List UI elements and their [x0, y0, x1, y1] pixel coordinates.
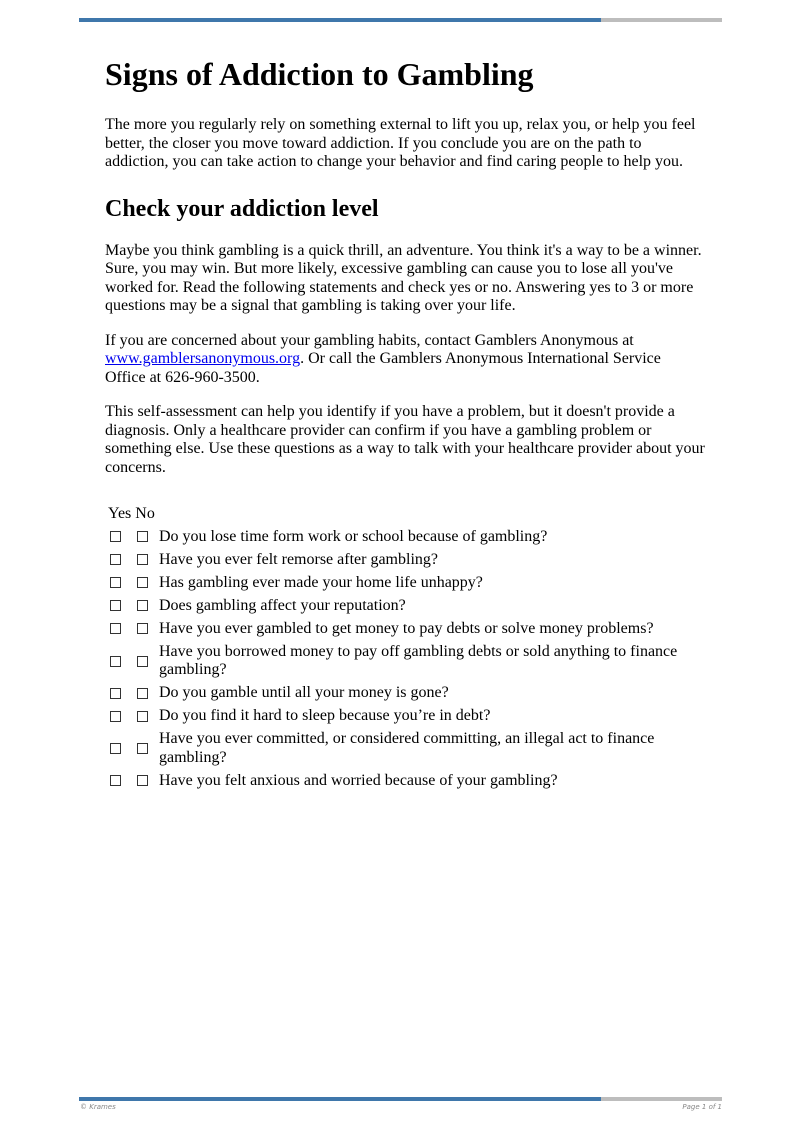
page-footer [80, 1103, 722, 1111]
section-heading: Check your addiction level [105, 195, 379, 222]
no-checkbox[interactable] [137, 554, 148, 565]
checklist-row [105, 620, 705, 639]
no-checkbox[interactable] [137, 688, 148, 699]
yes-checkbox[interactable] [110, 577, 121, 588]
question-text: Have you felt anxious and worried because of your gambling? [159, 771, 558, 789]
yes-checkbox[interactable] [110, 656, 121, 667]
gamblers-anonymous-link[interactable]: www.gamblersanonymous.org [105, 350, 301, 367]
document-body [105, 54, 705, 795]
checklist-row [105, 707, 705, 726]
checklist-row [105, 528, 705, 547]
yes-checkbox[interactable] [110, 600, 121, 611]
yes-checkbox[interactable] [110, 531, 121, 542]
intro-paragraph: The more you regularly rely on something external to lift you up, relax you, or help you feel better, the closer you move toward addiction. If you conclude you are on the path to addiction, you can take action to change your behavior and find caring people to help you. [105, 116, 696, 170]
self-assessment-checklist [105, 505, 705, 790]
accent-bar-gray [601, 18, 722, 22]
yes-checkbox[interactable] [110, 711, 121, 722]
yes-checkbox[interactable] [110, 743, 121, 754]
question-text: Have you ever felt remorse after gambling? [159, 550, 438, 568]
page-title: Signs of Addiction to Gambling [105, 56, 534, 92]
accent-bar-blue [79, 18, 601, 22]
checklist-row [105, 772, 705, 791]
accent-bar-gray [601, 1097, 722, 1101]
question-text: Have you ever gambled to get money to pay debts or solve money problems? [159, 619, 654, 637]
checklist-row [105, 551, 705, 570]
copyright-text: © Krames [80, 1103, 116, 1111]
no-checkbox[interactable] [137, 623, 148, 634]
question-text: Does gambling affect your reputation? [159, 596, 406, 614]
paragraph-description: Maybe you think gambling is a quick thrill, an adventure. You think it's a way to be a winner. Sure, you may win. But more likely, excessive gambling can cause you to lose all you've worked for. Read the following statements and check yes or no. Answering yes to 3 or more questions may be a signal that gambling is taking over your life. [105, 241, 702, 314]
yes-checkbox[interactable] [110, 623, 121, 634]
no-checkbox[interactable] [137, 775, 148, 786]
question-text: Has gambling ever made your home life unhappy? [159, 573, 483, 591]
checklist-row [105, 574, 705, 593]
checklist-row [105, 684, 705, 703]
yes-checkbox[interactable] [110, 688, 121, 699]
question-text: Have you borrowed money to pay off gambling debts or sold anything to finance gambling? [159, 642, 678, 678]
no-checkbox[interactable] [137, 711, 148, 722]
checklist-row [105, 730, 705, 767]
checklist-row [105, 643, 705, 680]
top-accent-bar [79, 18, 722, 22]
question-text: Have you ever committed, or considered committing, an illegal act to finance gambling? [159, 730, 655, 766]
no-checkbox[interactable] [137, 656, 148, 667]
yes-checkbox[interactable] [110, 554, 121, 565]
contact-text-after: . Or call the Gamblers Anonymous International Service Office at 626-960-3500. [105, 350, 661, 386]
question-text: Do you find it hard to sleep because you’re in debt? [159, 707, 491, 724]
page-number: Page 1 of 1 [682, 1103, 722, 1111]
checklist-header: Yes No [108, 505, 155, 522]
no-checkbox[interactable] [137, 531, 148, 542]
accent-bar-blue [79, 1097, 601, 1101]
no-checkbox[interactable] [137, 743, 148, 754]
yes-checkbox[interactable] [110, 775, 121, 786]
question-text: Do you gamble until all your money is gone? [159, 684, 449, 701]
no-checkbox[interactable] [137, 600, 148, 611]
contact-text-before: If you are concerned about your gambling habits, contact Gamblers Anonymous at [105, 331, 634, 349]
bottom-accent-bar [79, 1097, 722, 1101]
no-checkbox[interactable] [137, 577, 148, 588]
paragraph-contact [105, 332, 705, 388]
question-text: Do you lose time form work or school because of gambling? [159, 527, 548, 545]
checklist-row [105, 597, 705, 616]
paragraph-disclaimer: This self-assessment can help you identify if you have a problem, but it doesn't provide a diagnosis. Only a healthcare provider can confirm if you have a gambling problem or something else. Use these questions as a way to talk with your healthcare provider about your concerns. [105, 403, 705, 476]
